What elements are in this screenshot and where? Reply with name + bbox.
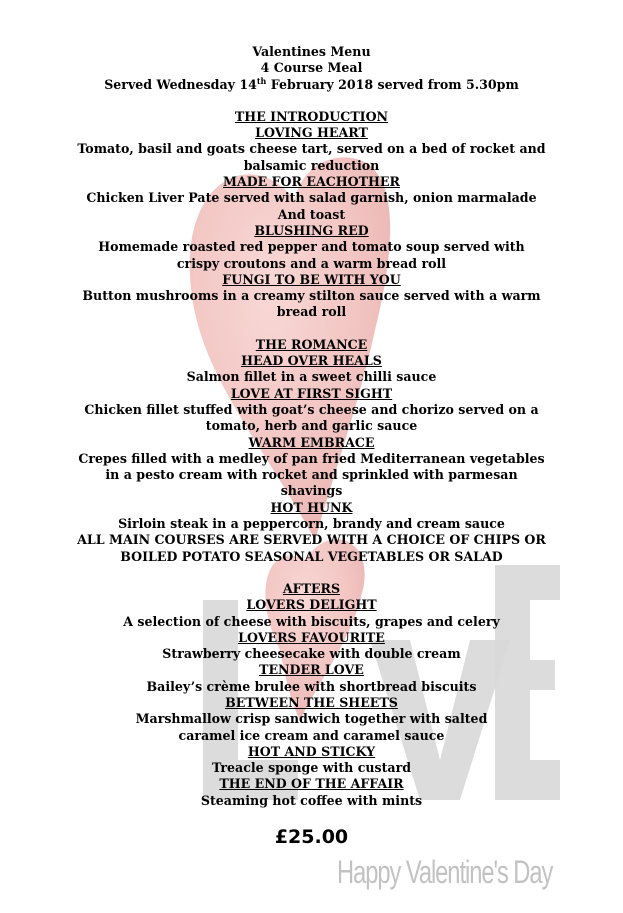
served-suffix: February 2018 served from 5.30pm — [266, 76, 519, 92]
dish-description: Crepes filled with a medley of pan fried Mediterranean vegetables — [78, 450, 545, 466]
dish-description: Sirloin steak in a peppercorn, brandy and cream sauce — [118, 516, 505, 532]
section-title-romance: THE ROMANCE — [255, 336, 368, 352]
dish-name: LOVE AT FIRST SIGHT — [230, 385, 393, 401]
dish-description: in a pesto cream with rocket and sprinkled with parmesan — [105, 467, 518, 483]
dish-description: Treacle sponge with custard — [211, 760, 412, 776]
dish-description: Marshmallow crisp sandwich together with salted — [135, 711, 488, 727]
menu-subtitle: 4 Course Meal — [260, 60, 363, 76]
served-date — [0, 77, 623, 93]
dish-description: Chicken Liver Pate served with salad garnish, onion marmalade — [86, 190, 537, 206]
section-title-afters: AFTERS — [282, 580, 341, 596]
dish-description: bread roll — [276, 304, 347, 320]
dish-name: HEAD OVER HEALS — [241, 353, 382, 369]
dish-name: THE END OF THE AFFAIR — [219, 776, 404, 792]
menu-title: Valentines Menu — [252, 44, 371, 59]
dish-description: Tomato, basil and goats cheese tart, served on a bed of rocket and — [77, 141, 546, 157]
dish-name: HOT HUNK — [270, 499, 353, 515]
dish-description: shavings — [280, 483, 343, 499]
dish-description: Salmon fillet in a sweet chilli sauce — [186, 369, 437, 385]
main-course-note: ALL MAIN COURSES ARE SERVED WITH A CHOICE OF CHIPS OR — [77, 532, 546, 548]
dish-name: LOVERS FAVOURITE — [238, 629, 385, 645]
dish-description: A selection of cheese with biscuits, grapes and celery — [123, 613, 500, 629]
dish-description: caramel ice cream and caramel sauce — [178, 727, 445, 743]
dish-description: Steaming hot coffee with mints — [200, 792, 423, 808]
dish-description: And toast — [277, 206, 346, 222]
dish-description: Homemade roasted red pepper and tomato soup served with — [98, 239, 525, 255]
dish-name: LOVERS DELIGHT — [246, 597, 377, 613]
dish-name: FUNGI TO BE WITH YOU — [222, 271, 401, 287]
main-course-note: BOILED POTATO SEASONAL VEGETABLES OR SALAD — [120, 548, 503, 564]
dish-name: BLUSHING RED — [254, 222, 369, 238]
section-title-introduction: THE INTRODUCTION — [234, 108, 389, 124]
dish-name: LOVING HEART — [255, 125, 368, 141]
served-sup: th — [256, 75, 267, 86]
happy-valentines-day-text: Happy Valentine's Day — [337, 854, 553, 890]
dish-description: Button mushrooms in a creamy stilton sauce served with a warm — [82, 288, 541, 304]
dish-description: crispy croutons and a warm bread roll — [176, 255, 447, 271]
dish-description: Strawberry cheesecake with double cream — [162, 646, 461, 662]
valentines-menu — [0, 44, 623, 809]
dish-description: Bailey’s crème brulee with shortbread biscuits — [146, 678, 477, 694]
dish-name: TENDER LOVE — [259, 662, 364, 678]
dish-name: MADE FOR EACHOTHER — [223, 174, 400, 190]
served-prefix: Served Wednesday 14 — [104, 76, 257, 92]
dish-name: WARM EMBRACE — [248, 434, 375, 450]
dish-description: balsamic reduction — [243, 157, 380, 173]
dish-name: HOT AND STICKY — [247, 743, 376, 759]
menu-price: £25.00 — [274, 826, 349, 848]
dish-description: tomato, herb and garlic sauce — [205, 418, 418, 434]
dish-description: Chicken fillet stuffed with goat’s cheese and chorizo served on a — [84, 401, 539, 417]
dish-name: BETWEEN THE SHEETS — [225, 694, 398, 710]
